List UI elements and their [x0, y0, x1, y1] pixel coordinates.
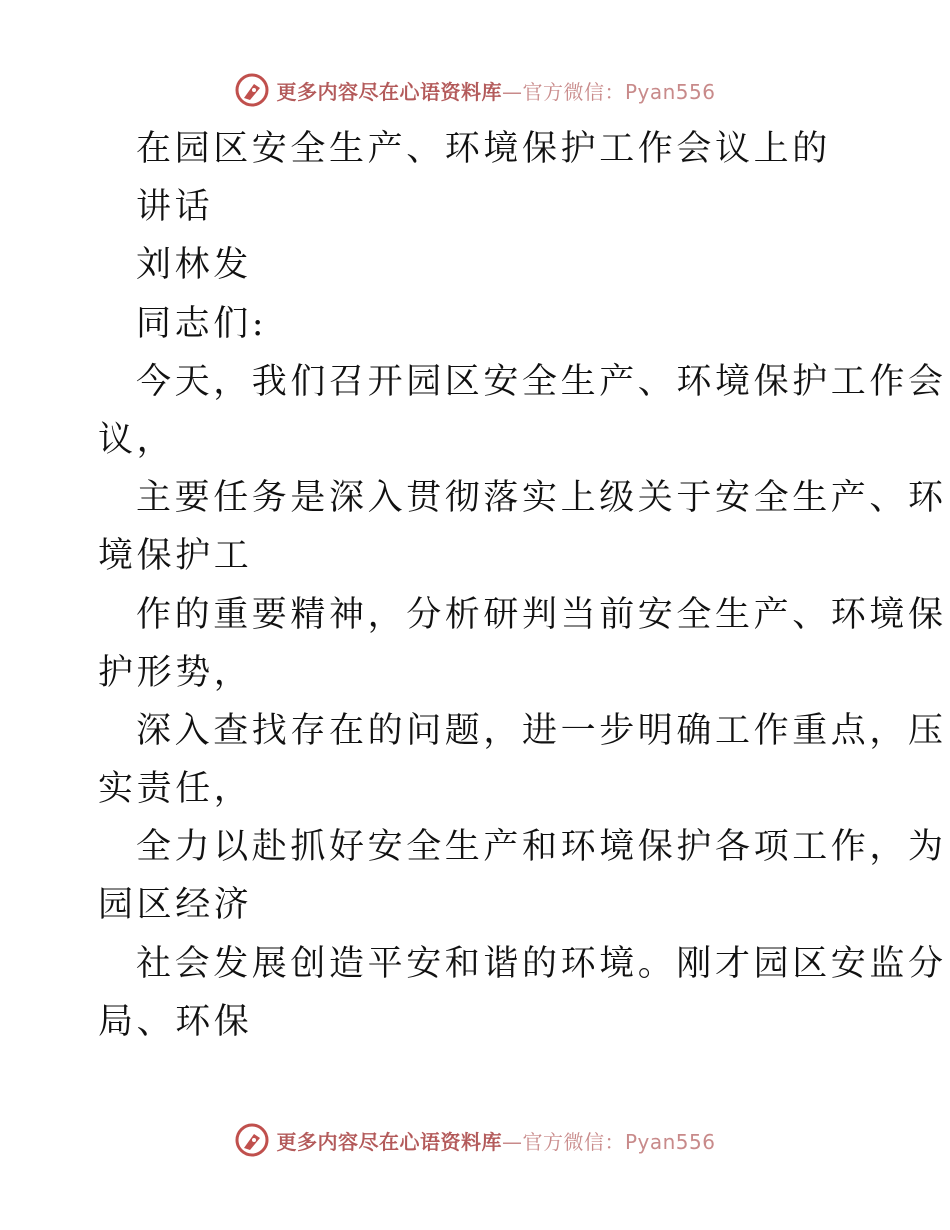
pen-nib-logo-icon: [234, 72, 270, 108]
watermark-text: [276, 1126, 715, 1155]
pen-nib-logo-icon: [234, 1122, 270, 1158]
watermark-wechat-text: 官方微信：Pyan556: [522, 1129, 716, 1154]
document-line: 园区经济: [98, 885, 253, 926]
watermark-text: [276, 76, 715, 105]
document-line: 议，: [98, 419, 176, 460]
document-line: 护形势，: [98, 652, 253, 693]
header-watermark-banner: [0, 70, 950, 110]
watermark-brand-text: 更多内容尽在心语资料库: [276, 1129, 502, 1154]
document-line: 同志们:: [136, 303, 268, 344]
document-line: 境保护工: [98, 536, 253, 577]
watermark-brand-text: 更多内容尽在心语资料库: [276, 79, 502, 104]
document-line: 全力以赴抓好安全生产和环境保护各项工作，为: [136, 827, 947, 868]
document-line: 刘林发: [136, 245, 252, 286]
document-line: 主要任务是深入贯彻落实上级关于安全生产、环: [136, 478, 947, 519]
watermark-dash: —: [501, 79, 523, 104]
watermark-dash: —: [501, 1129, 523, 1154]
document-line: 实责任，: [98, 769, 253, 810]
document-line: 深入查找存在的问题，进一步明确工作重点，压: [136, 710, 947, 751]
document-line: 今天，我们召开园区安全生产、环境保护工作会: [136, 361, 947, 402]
document-line: 社会发展创造平安和谐的环境。刚才园区安监分: [136, 943, 947, 984]
document-line: 作的重要精神，分析研判当前安全生产、环境保: [136, 594, 947, 635]
watermark-wechat-text: 官方微信：Pyan556: [522, 79, 716, 104]
document-line: 讲话: [136, 187, 214, 228]
footer-watermark-banner: [0, 1120, 950, 1160]
document-body: [98, 120, 947, 1051]
document-line: 在园区安全生产、环境保护工作会议上的: [136, 129, 831, 169]
document-line: 局、环保: [98, 1001, 253, 1042]
